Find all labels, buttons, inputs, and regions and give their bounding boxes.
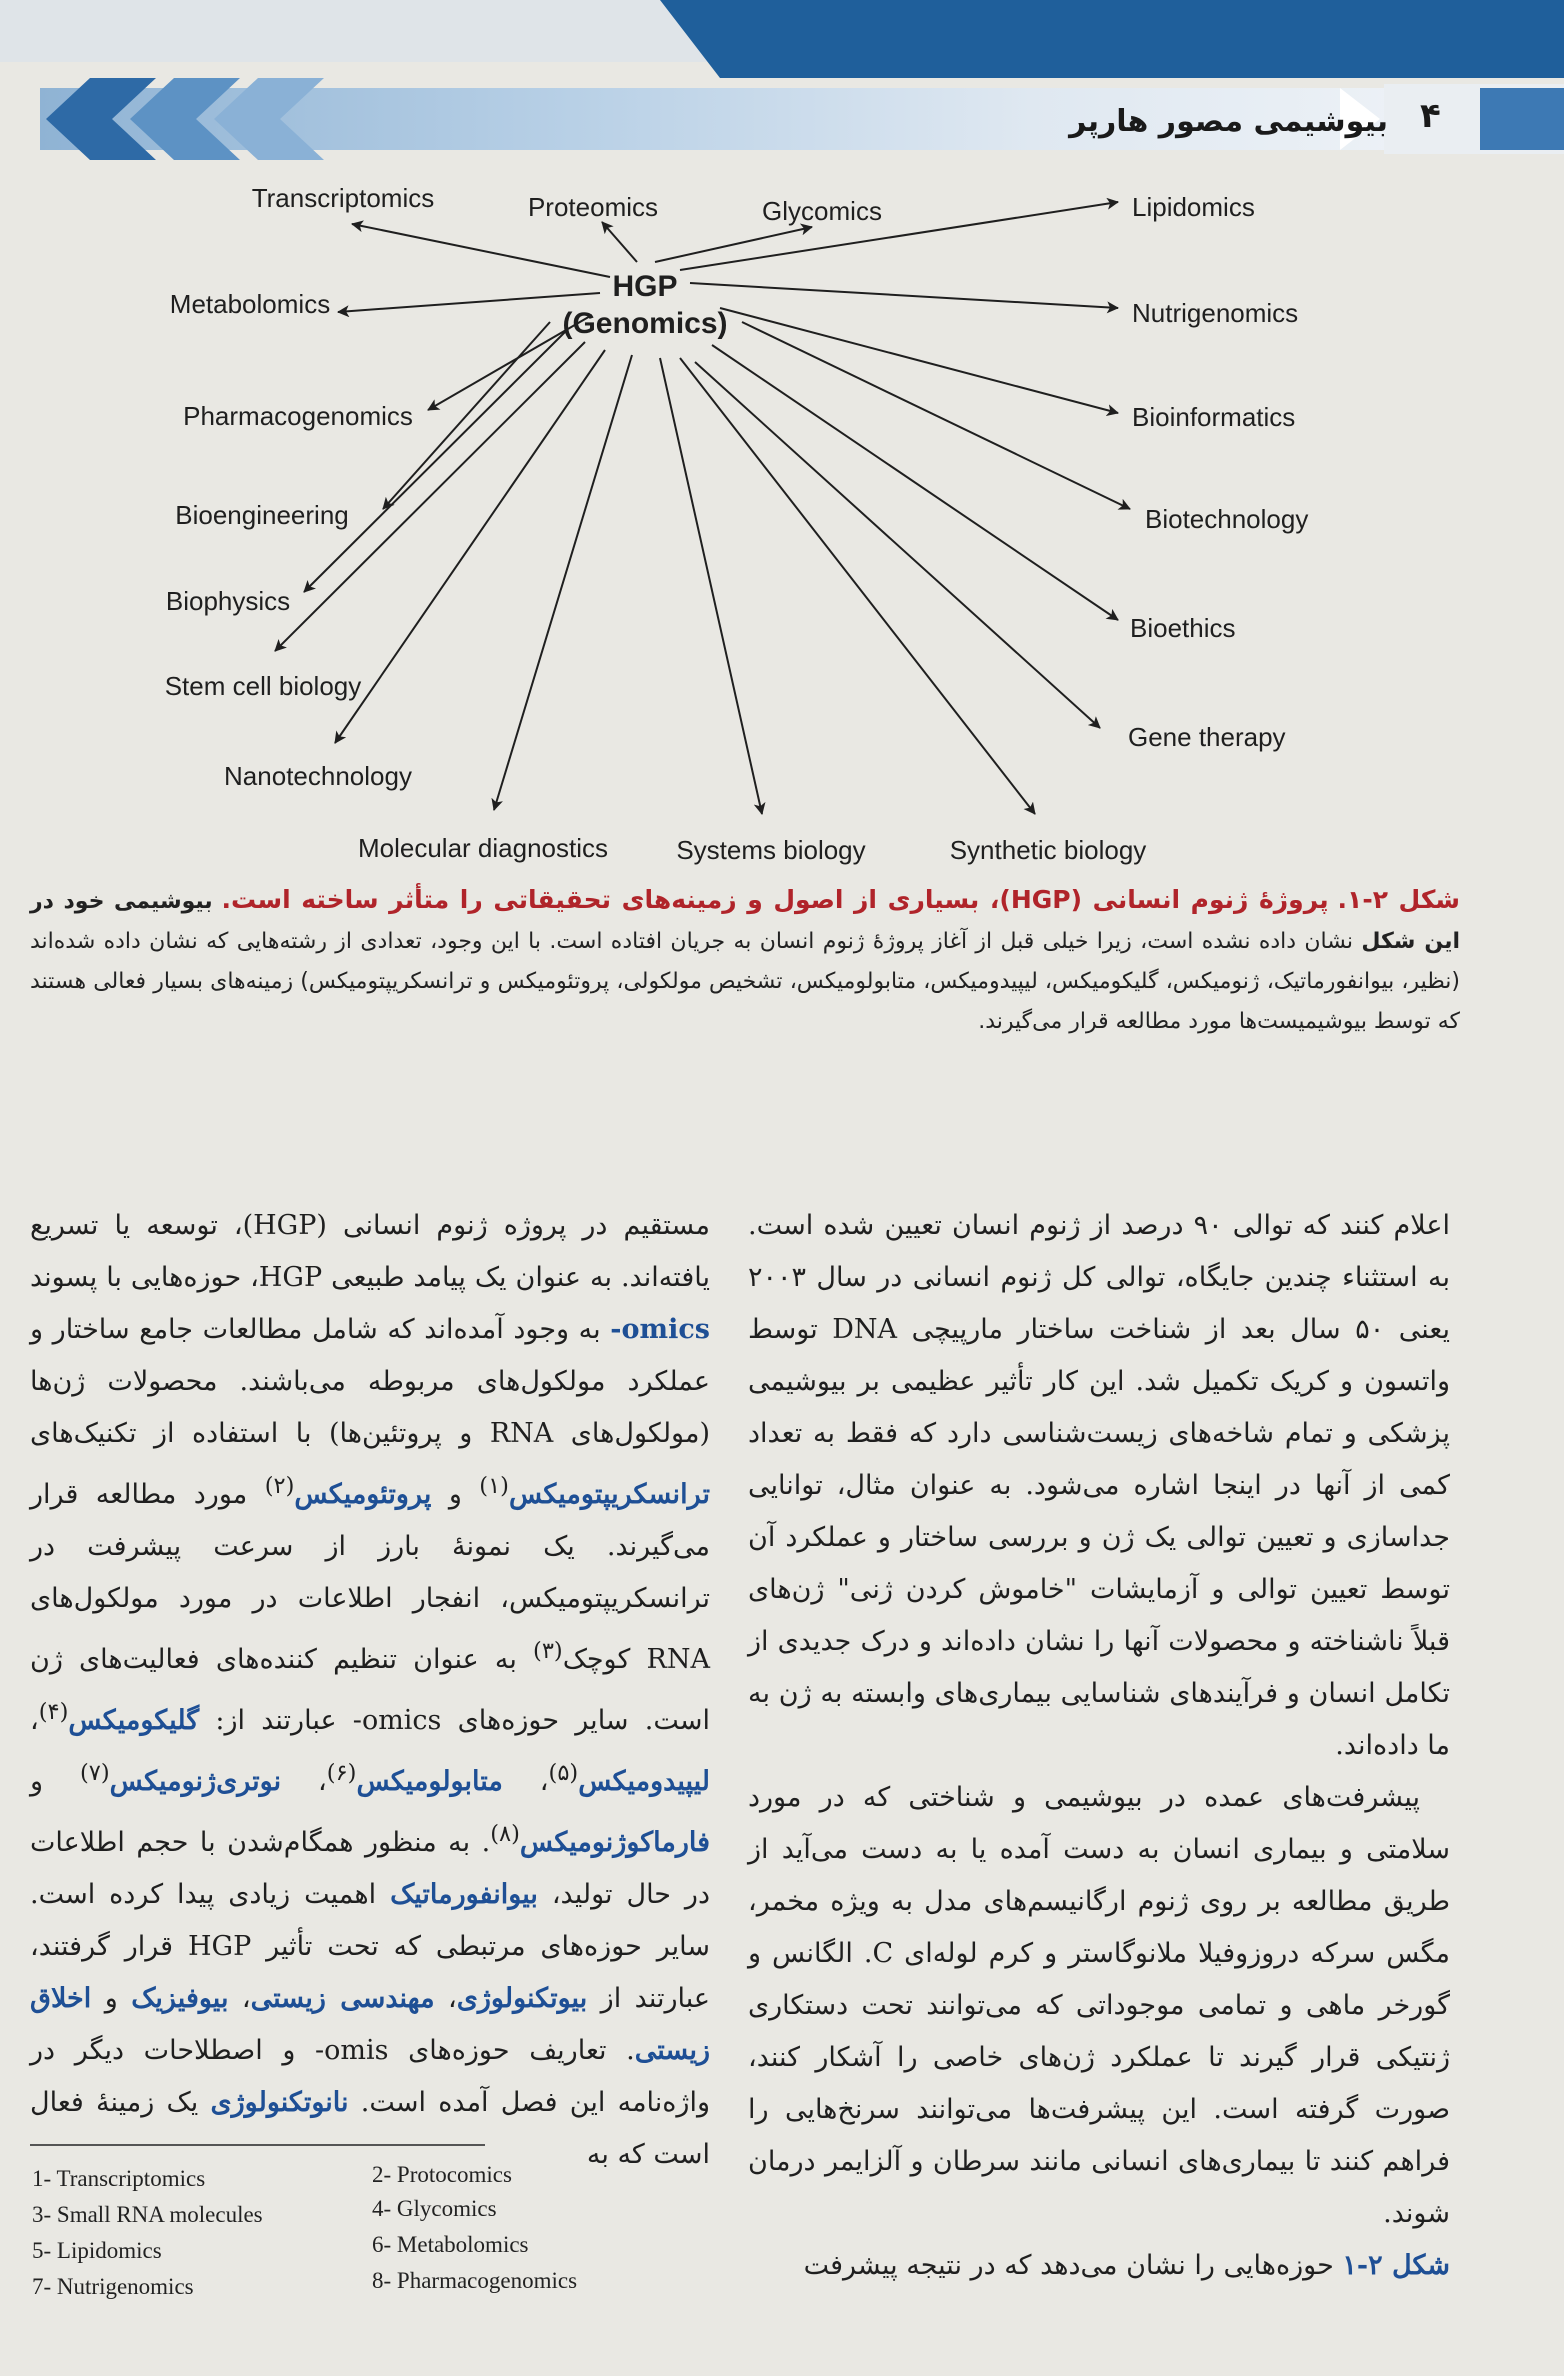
paragraph: پیشرفت‌های عمده در بیوشیمی و شناختی که در مورد سلامتی و بیماری انسان به دست آمده یا به دست می‌آید از طریق مطالعه بر روی ژنوم ارگانیسم‌های مدل به ویژه مخمر، مگس سرکه دروزوفیلا ملانوگاستر و کرم لوله‌ای C. الگانس و گورخر ماهی و تمامی موجوداتی که می‌توانند تحت دستکاری ژنتیکی قرار گیرند تا عملکرد ژن‌های خاصی را آشکار کنند، صورت گرفته است. این پیشرفت‌ها می‌توانند سرنخ‌هایی را فراهم کنند تا بیماری‌های انسانی مانند سرطان و آلزایمر درمان شوند. <box>748 1782 1450 2229</box>
arrow-systems-biology <box>660 358 762 814</box>
node-bioengineering: Bioengineering <box>175 500 349 530</box>
caption-lead: بیوشیمی خود در این شکل <box>30 889 1460 954</box>
term-biotechnology: بیوتکنولوژی <box>456 1983 588 2014</box>
node-systems-biology: Systems biology <box>676 835 866 865</box>
node-pharmacogenomics: Pharmacogenomics <box>183 401 413 431</box>
footnote-marker[interactable]: (۵) <box>548 1760 579 1786</box>
arrow-proteomics <box>602 222 637 262</box>
text: و <box>448 1479 462 1510</box>
node-nutrigenomics: Nutrigenomics <box>1132 298 1299 328</box>
term-omics: omics- <box>610 1314 710 1345</box>
footnote-marker[interactable]: (۷) <box>80 1760 110 1786</box>
text: و <box>30 1766 44 1797</box>
term-biophysics: بیوفیزیک <box>131 1983 229 2014</box>
footnote-rule <box>30 2144 485 2146</box>
arrow-metabolomics <box>338 293 600 312</box>
page-number: ۴ <box>1420 96 1441 136</box>
footnote-1: 1- Transcriptomics <box>32 2166 206 2191</box>
caption-body: نشان داده نشده است، زیرا خیلی قبل از آغاز پروژهٔ ژنوم انسان به جریان افتاده است. با این وجود، تعدادی از رشته‌هایی که نشان داده شده‌اند (نظیر، بیوانفورماتیک، ژنومیکس، گلیکومیکس، لیپیدومیکس، متابولومیکس، تشخیص مولکولی، پروتئومیکس و ترانسکریپتومیکس) زمینه‌های بسیار فعالی هستند که توسط بیوشیمیست‌ها مورد مطالعه قرار می‌گیرند. <box>30 929 1460 1034</box>
node-metabolomics: Metabolomics <box>169 289 331 319</box>
node-stem-cell-biology: Stem cell biology <box>164 671 362 701</box>
footnote-marker[interactable]: (۴) <box>38 1699 69 1725</box>
node-molecular-diagnostics: Molecular diagnostics <box>357 833 609 863</box>
caption-title: پروژهٔ ژنوم انسانی (HGP)، بسیاری از اصول و زمینه‌های تحقیقاتی را متأثر ساخته است. <box>221 885 1329 914</box>
hgp-diagram <box>0 160 1564 880</box>
arrow-synthetic-biology <box>680 358 1035 814</box>
arrow-nutrigenomics <box>690 283 1118 308</box>
figure-ref-link[interactable]: شکل ۲-۱ <box>1342 2250 1450 2281</box>
node-transcriptomics: Transcriptomics <box>251 183 435 213</box>
footnote-8: 8- Pharmacogenomics <box>372 2268 578 2293</box>
arrow-biophysics <box>304 332 565 592</box>
node-biotechnology: Biotechnology <box>1145 504 1309 534</box>
footnote-marker[interactable]: (۶) <box>326 1760 357 1786</box>
figure-caption <box>30 880 1460 1042</box>
text: به عنوان تنظیم کننده‌های فعالیت‌های ژن است. سایر حوزه‌های omics- عبارتند از: <box>30 1644 710 1736</box>
term-bioengineering: مهندسی زیستی <box>250 1983 435 2014</box>
footnote-marker[interactable]: (۲) <box>264 1473 295 1499</box>
text: به وجود آمده‌اند که شامل مطالعات جامع ساختار و عملکرد مولکول‌های مربوطه می‌باشند. محصولات ژن‌ها (مولکول‌های RNA و پروتئین‌ها) با استفاده از تکنیک‌های <box>30 1314 711 1449</box>
arrow-molecular-diagnostics <box>494 355 632 810</box>
book-title: بیوشیمی مصور هارپر <box>1069 104 1388 139</box>
text: یک زمینهٔ فعال است که به <box>30 2087 710 2170</box>
footnote-3: 3- Small RNA molecules <box>32 2202 263 2227</box>
text: مستقیم در پروژه ژنوم انسانی (HGP)، توسعه یا تسریع یافته‌اند. به عنوان یک پیامد طبیعی HGP، حوزه‌هایی با پسوند <box>30 1210 710 1293</box>
footnote-5: 5- Lipidomics <box>32 2238 162 2263</box>
text: . تعاریف حوزه‌های omis- و اصطلاحات دیگر در واژه‌نامه این فصل آمده است. <box>30 2035 710 2118</box>
text: و <box>104 1983 118 2014</box>
arrow-biotechnology <box>742 322 1130 509</box>
node-synthetic-biology: Synthetic biology <box>949 835 1147 865</box>
diagram-arrows <box>275 202 1130 814</box>
footnote-2: 2- Protocomics <box>372 2162 512 2187</box>
node-biophysics: Biophysics <box>165 586 291 616</box>
arrow-transcriptomics <box>352 224 610 277</box>
footnote-7: 7- Nutrigenomics <box>32 2274 194 2299</box>
diagram-center-subtitle: (Genomics) <box>562 307 728 340</box>
node-bioinformatics: Bioinformatics <box>1132 402 1296 432</box>
arrow-bioethics <box>712 345 1118 620</box>
arrow-gene-therapy <box>695 362 1100 728</box>
node-nanotechnology: Nanotechnology <box>224 761 412 791</box>
node-glycomics: Glycomics <box>762 196 882 226</box>
paragraph <box>748 2240 1450 2292</box>
paragraph: مستقیم در پروژه ژنوم انسانی (HGP)، توسعه یا تسریع یافته‌اند. به عنوان یک پیامد طبیعی HGP، حوزه‌هایی با پسوند omics- به وجود آمده‌اند که شامل مطالعات جامع ساختار و عملکرد مولکول‌های مربوطه می‌باشند. محصولات ژن‌ها (مولکول‌های RNA و پروتئین‌ها) با استفاده از تکنیک‌های ترانسکریپتومیکس$^{(۱)}$ و پروتئومیکس$^{(۲)}$ مورد مطالعه قرار می‌گیرند. یک نمونهٔ بارز از سرعت پیشرفت در ترانسکریپتومیکس، انفجار اطلاعات در مورد مولکول‌های RNA کوچک$^{(۳)}$ به عنوان تنظیم کننده‌های فعالیت‌های ژن است. سایر حوزه‌های omics- عبارتند از: گلیکومیکس$^{(۴)}$، لیپیدومیکس$^{(۵)}$، متابولومیکس$^{(۶)}$، نوتری‌ژنومیکس$^{(۷)}$ و فارماکوژنومیکس$^{(۸)}$. به منظور همگام‌شدن با حجم اطلاعات در حال تولید، بیوانفورماتیک اهمیت زیادی پیدا کرده است. سایر حوزه‌های مرتبطی که تحت تأثیر HGP قرار گرفتند، عبارتند از بیوتکنولوژی، مهندسی زیستی، بیوفیزیک و اخلاق زیستی. تعاریف حوزه‌های omis- و اصطلاحات دیگر در واژه‌نامه این فصل آمده است. نانوتکنولوژی یک زمینهٔ فعال است که به <box>30 1210 711 2170</box>
footnote-marker[interactable]: (۸) <box>490 1821 520 1847</box>
header-band-light <box>0 0 760 62</box>
left-column <box>30 1200 710 2181</box>
diagram-center-title: HGP <box>612 270 678 303</box>
text: . به منظور همگام‌شدن با حجم اطلاعات در حال تولید، <box>30 1827 710 1910</box>
arrow-bioinformatics <box>720 308 1118 413</box>
arrow-glycomics <box>655 227 812 262</box>
paragraph: اعلام کنند که توالی ۹۰ درصد از ژنوم انسان تعیین شده است. به استثناء چندین جایگاه، توالی کل ژنوم انسانی در سال ۲۰۰۳ یعنی ۵۰ سال بعد از شناخت ساختار مارپیچی DNA توسط واتسون و کریک تکمیل شد. این کار تأثیر عظیمی بر بیوشیمی پزشکی و تمام شاخه‌های زیست‌شناسی دارد که فقط به تعداد کمی از آنها در اینجا اشاره می‌شود. به عنوان مثال، توانایی جداسازی و تعیین توالی یک ژن و بررسی ساختار و عملکرد آن توسط تعیین توالی و آزمایشات "خاموش کردن ژنی" ژن‌های قبلاً ناشناخته و محصولات آنها را نشان داده‌اند و درک جدیدی از تکامل انسان و فرآیندهای شناسایی بیماری‌های وابسته به ژن به ما داده‌اند. <box>748 1210 1450 1761</box>
footnote-4: 4- Glycomics <box>372 2196 497 2221</box>
node-bioethics: Bioethics <box>1130 613 1236 643</box>
node-proteomics: Proteomics <box>527 192 659 222</box>
node-gene-therapy: Gene therapy <box>1128 722 1286 752</box>
node-lipidomics: Lipidomics <box>1132 192 1255 222</box>
term-pharmacogenomics: فارماکوژنومیکس <box>519 1827 710 1858</box>
term-metabolomics: متابولومیکس <box>356 1766 503 1797</box>
footnote-6: 6- Metabolomics <box>372 2232 529 2257</box>
header-band-dark <box>660 0 1564 78</box>
header-tab <box>1480 88 1564 150</box>
right-column <box>748 1200 1450 2292</box>
footnote-marker[interactable]: (۱) <box>479 1473 509 1499</box>
term-proteomics: پروتئومیکس <box>294 1479 432 1510</box>
term-bioethics: اخلاق زیستی <box>30 1983 711 2066</box>
term-nutrigenomics: نوتری‌ژنومیکس <box>109 1766 282 1797</box>
caption-label: شکل ۲-۱. <box>1337 885 1460 914</box>
term-transcriptomics: ترانسکریپتومیکس <box>508 1479 710 1510</box>
term-glycomics: گلیکومیکس <box>68 1705 200 1736</box>
term-lipidomics: لیپیدومیکس <box>578 1766 711 1797</box>
text: مورد مطالعه قرار می‌گیرند. یک نمونهٔ بارز از سرعت پیشرفت در ترانسکریپتومیکس، انفجار اطلاعات در مورد مولکول‌های RNA کوچک <box>30 1479 710 1675</box>
paragraph-text: حوزه‌هایی را نشان می‌دهد که در نتیجه پیشرفت <box>803 2250 1334 2281</box>
text: اهمیت زیادی پیدا کرده است. سایر حوزه‌های مرتبطی که تحت تأثیر HGP قرار گرفتند، عبارتند از <box>30 1879 711 2014</box>
footnote-marker[interactable]: (۳) <box>533 1638 563 1664</box>
term-bioinformatics: بیوانفورماتیک <box>390 1879 538 1910</box>
term-nanotechnology: نانوتکنولوژی <box>210 2087 349 2118</box>
arrow-lipidomics <box>680 202 1118 270</box>
